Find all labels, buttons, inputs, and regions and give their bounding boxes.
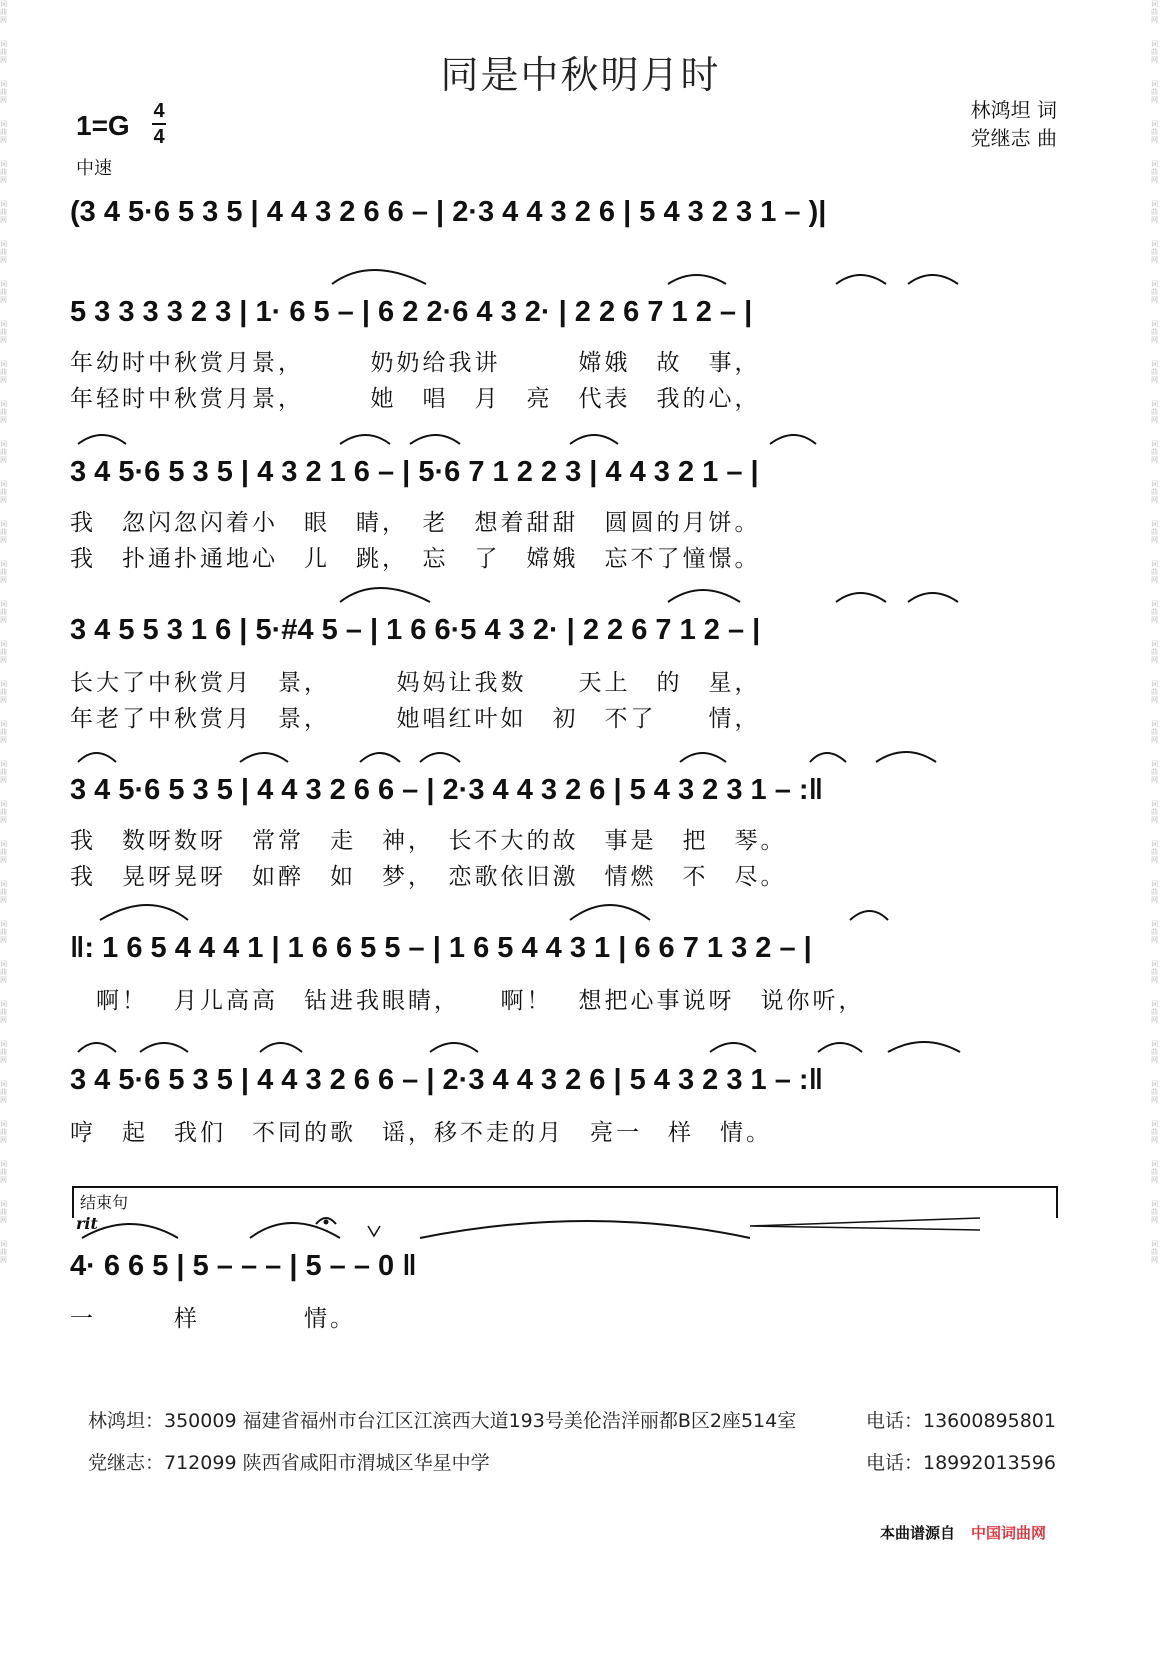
- staff-notes: 4· 6 6 5 | 5 – – – | 5 – – 0 ‖: [70, 1249, 417, 1282]
- watermark-text: 词曲网: [1151, 0, 1158, 24]
- right-watermark-strip: [1151, 0, 1161, 1656]
- watermark-text: 词曲网: [0, 240, 7, 264]
- watermark-text: 词曲网: [0, 640, 7, 664]
- staff-notes: 3 4 5·6 5 3 5 | 4 4 3 2 6 6 – | 2·3 4 4 3 2 6 | 5 4 3 2 3 1 – :‖: [70, 1063, 823, 1096]
- watermark-text: 词曲网: [1151, 560, 1158, 584]
- watermark-text: 词曲网: [1151, 840, 1158, 864]
- staff-system: [70, 192, 1060, 232]
- watermark-text: 词曲网: [1151, 440, 1158, 464]
- watermark-text: 词曲网: [0, 680, 7, 704]
- watermark-text: 词曲网: [0, 1040, 7, 1064]
- watermark-text: 词曲网: [0, 1120, 7, 1144]
- staff-system: [70, 610, 1060, 650]
- watermark-text: 词曲网: [1151, 960, 1158, 984]
- staff-notes: 3 4 5 5 3 1 6 | 5·#4 5 – | 1 6 6·5 4 3 2· | 2 2 6 7 1 2 – |: [70, 613, 761, 646]
- watermark-text: 词曲网: [0, 560, 7, 584]
- staff-notes: 5 3 3 3 3 2 3 | 1· 6 5 – | 6 2 2·6 4 3 2· | 2 2 6 7 1 2 – |: [70, 295, 753, 328]
- contact-line: 党继志：712099 陕西省咸阳市渭城区华星中学: [88, 1452, 490, 1474]
- contact-phone: 电话：18992013596: [866, 1452, 1056, 1474]
- watermark-text: 词曲网: [1151, 320, 1158, 344]
- watermark-text: 词曲网: [1151, 360, 1158, 384]
- source-brand-link[interactable]: 中国词曲网: [971, 1524, 1047, 1542]
- composer-credit: 党继志 曲: [970, 126, 1057, 150]
- lyric-line: 年幼时中秋赏月景， 奶奶给我讲 嫦娥 故 事，: [70, 350, 761, 376]
- watermark-text: 词曲网: [1151, 400, 1158, 424]
- staff-notes: 3 4 5·6 5 3 5 | 4 4 3 2 6 6 – | 2·3 4 4 3 2 6 | 5 4 3 2 3 1 – :‖: [70, 773, 823, 806]
- watermark-text: 词曲网: [1151, 680, 1158, 704]
- staff-system: [70, 1060, 1060, 1100]
- watermark-text: 词曲网: [0, 1000, 7, 1024]
- watermark-text: 词曲网: [1151, 920, 1158, 944]
- lyric-line: 啊！ 月儿高高 钻进我眼睛， 啊！ 想把心事说呀 说你听，: [70, 988, 865, 1014]
- watermark-text: 词曲网: [1151, 1240, 1158, 1264]
- watermark-text: 词曲网: [0, 960, 7, 984]
- staff-notes: ‖: 1 6 5 4 4 4 1 | 1 6 6 5 5 – | 1 6 5 4 4 3 1 | 6 6 7 1 3 2 – |: [70, 931, 812, 964]
- watermark-text: 词曲网: [1151, 600, 1158, 624]
- watermark-text: 词曲网: [0, 720, 7, 744]
- watermark-text: 词曲网: [0, 800, 7, 824]
- watermark-text: 词曲网: [0, 80, 7, 104]
- watermark-text: 词曲网: [1151, 1040, 1158, 1064]
- ending-label: 结束句: [80, 1193, 129, 1212]
- watermark-text: 词曲网: [1151, 200, 1158, 224]
- staff-notes: 3 4 5·6 5 3 5 | 4 3 2 1 6 – | 5·6 7 1 2 2 3 | 4 4 3 2 1 – |: [70, 455, 759, 488]
- watermark-text: 词曲网: [1151, 1000, 1158, 1024]
- lyric-line: 长大了中秋赏月 景， 妈妈让我数 天上 的 星，: [70, 670, 761, 696]
- watermark-text: 词曲网: [0, 1240, 7, 1264]
- watermark-text: 词曲网: [0, 760, 7, 784]
- watermark-text: 词曲网: [0, 280, 7, 304]
- staff-system: [70, 452, 1060, 492]
- watermark-text: 词曲网: [1151, 880, 1158, 904]
- lyric-line: 我 忽闪忽闪着小 眼 睛， 老 想着甜甜 圆圆的月饼。: [70, 510, 761, 536]
- watermark-text: 词曲网: [0, 400, 7, 424]
- watermark-text: 词曲网: [1151, 120, 1158, 144]
- watermark-text: 词曲网: [0, 160, 7, 184]
- lyric-line: 一 样 情。: [70, 1306, 356, 1332]
- lyricist-credit: 林鸿坦 词: [970, 98, 1057, 122]
- watermark-text: 词曲网: [0, 920, 7, 944]
- watermark-text: 词曲网: [0, 0, 7, 24]
- lyric-line: 我 扑通扑通地心 儿 跳， 忘 了 嫦娥 忘不了憧憬。: [70, 546, 761, 572]
- watermark-text: 词曲网: [0, 480, 7, 504]
- meter-top: 4: [153, 100, 165, 122]
- watermark-text: 词曲网: [1151, 160, 1158, 184]
- watermark-text: 词曲网: [1151, 1080, 1158, 1104]
- credits: [971, 96, 1057, 152]
- watermark-text: 词曲网: [1151, 800, 1158, 824]
- song-title: 同是中秋明月时: [440, 53, 721, 97]
- watermark-text: 词曲网: [1151, 520, 1158, 544]
- watermark-text: 词曲网: [0, 120, 7, 144]
- watermark-text: 词曲网: [0, 200, 7, 224]
- watermark-text: 词曲网: [0, 320, 7, 344]
- watermark-text: 词曲网: [0, 1160, 7, 1184]
- watermark-text: 词曲网: [1151, 40, 1158, 64]
- watermark-text: 词曲网: [0, 840, 7, 864]
- rit-marking: rit: [76, 1214, 98, 1233]
- ending-bracket: [72, 1186, 1058, 1218]
- lyric-line: 年老了中秋赏月 景， 她唱红叶如 初 不了 情，: [70, 706, 761, 732]
- time-signature: [152, 100, 166, 148]
- watermark-text: 词曲网: [0, 1200, 7, 1224]
- watermark-text: 词曲网: [1151, 240, 1158, 264]
- watermark-text: 词曲网: [0, 1080, 7, 1104]
- staff-notes: (3 4 5·6 5 3 5 | 4 4 3 2 6 6 – | 2·3 4 4 3 2 6 | 5 4 3 2 3 1 – )|: [70, 195, 827, 228]
- watermark-text: 词曲网: [0, 440, 7, 464]
- watermark-text: 词曲网: [1151, 760, 1158, 784]
- watermark-text: 词曲网: [1151, 1200, 1158, 1224]
- watermark-text: 词曲网: [1151, 1120, 1158, 1144]
- meter-bottom: 4: [153, 126, 165, 148]
- lyric-line: 哼 起 我们 不同的歌 谣，移不走的月 亮一 样 情。: [70, 1120, 772, 1146]
- contact-line: 林鸿坦：350009 福建省福州市台江区江滨西大道193号美伦浩洋丽都B区2座514室: [88, 1410, 797, 1432]
- staff-system: [70, 770, 1060, 810]
- lyric-line: 我 晃呀晃呀 如醉 如 梦， 恋歌依旧激 情燃 不 尽。: [70, 864, 787, 890]
- watermark-text: 词曲网: [1151, 640, 1158, 664]
- staff-system: [70, 1246, 1060, 1286]
- staff-system: [70, 928, 1060, 968]
- staff-system: [70, 292, 1060, 332]
- watermark-text: 词曲网: [1151, 1160, 1158, 1184]
- watermark-text: 词曲网: [0, 880, 7, 904]
- source-note: [880, 1522, 1046, 1543]
- contact-phone: 电话：13600895801: [866, 1410, 1056, 1432]
- lyric-line: 我 数呀数呀 常常 走 神， 长不大的故 事是 把 琴。: [70, 828, 787, 854]
- meter-bar: [152, 123, 166, 125]
- source-label: 本曲谱源自: [880, 1524, 956, 1542]
- watermark-text: 词曲网: [1151, 280, 1158, 304]
- lyric-line: 年轻时中秋赏月景， 她 唱 月 亮 代表 我的心，: [70, 386, 761, 412]
- watermark-text: 词曲网: [0, 520, 7, 544]
- watermark-text: 词曲网: [0, 40, 7, 64]
- left-watermark-strip: [0, 0, 10, 1656]
- watermark-text: 词曲网: [1151, 720, 1158, 744]
- watermark-text: 词曲网: [0, 360, 7, 384]
- key-signature: 1=G: [76, 110, 130, 141]
- tempo-marking: 中速: [76, 158, 112, 179]
- watermark-text: 词曲网: [1151, 80, 1158, 104]
- watermark-text: 词曲网: [0, 600, 7, 624]
- watermark-text: 词曲网: [1151, 480, 1158, 504]
